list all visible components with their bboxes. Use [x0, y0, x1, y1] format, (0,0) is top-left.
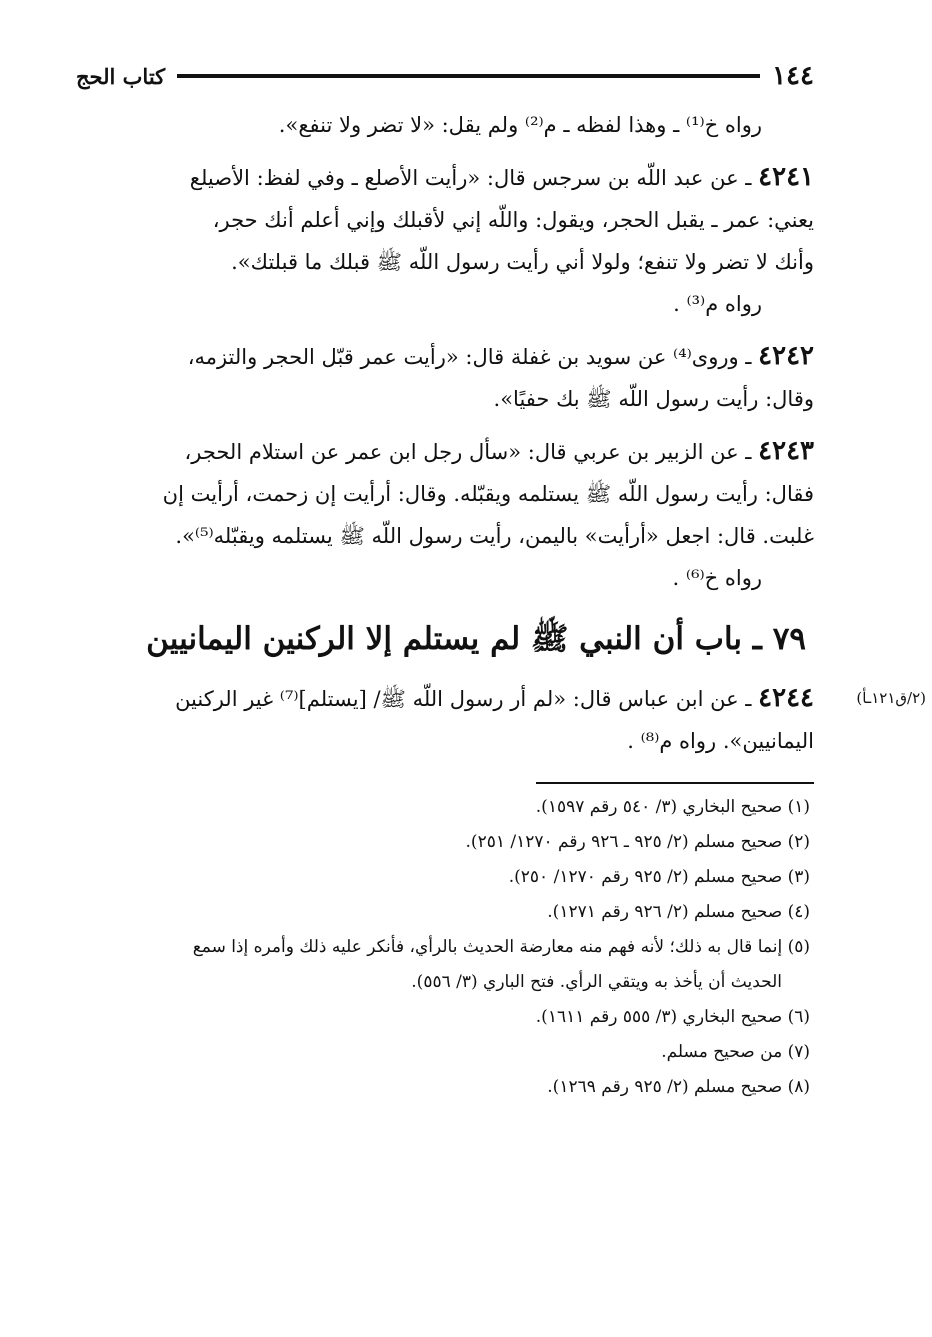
hadith-number: ٤٢٤١	[758, 162, 814, 192]
hadith-4242	[76, 335, 814, 420]
text-line: اليمانيين». رواه م⁽⁸⁾ .	[627, 729, 814, 753]
footnote-continuation: الحديث أن يأخذ به ويتقي الرأي. فتح الباري (٣/ ٥٥٦).	[411, 972, 782, 992]
hadith-text: ـ عن الزبير بن عربي قال: «سأل رجل ابن عمر عن استلام الحجر،	[184, 440, 759, 464]
footnote: (١) صحيح البخاري (٣/ ٥٤٠ رقم ١٥٩٧).	[535, 797, 810, 817]
footnote: (٥) إنما قال به ذلك؛ لأنه فهم منه معارضة الحديث بالرأي، فأنكر عليه ذلك وأمره إذا سمع	[192, 937, 810, 957]
main-text	[76, 104, 926, 762]
hadith-number: ٤٢٤٤	[758, 683, 814, 713]
text-line: وأنك لا تضر ولا تنفع؛ ولولا أني رأيت رسول اللّه ﷺ قبلك ما قبلتك».	[231, 250, 814, 274]
hadith-number: ٤٢٤٢	[758, 341, 814, 371]
text-line: رواه خ⁽¹⁾ ـ وهذا لفظه ـ م⁽²⁾ ولم يقل: «لا تضر ولا تنفع».	[278, 113, 762, 137]
footnote-separator	[536, 782, 814, 784]
text-line: وقال: رأيت رسول اللّه ﷺ بك حفيًا».	[493, 387, 814, 411]
page-header	[76, 56, 814, 96]
footnote: (٢) صحيح مسلم (٢/ ٩٢٥ ـ ٩٢٦ رقم ١٢٧٠/ ٢٥١).	[465, 832, 810, 852]
text-line: يعني: عمر ـ يقبل الحجر، ويقول: واللّه إني لأقبلك وإني أعلم أنك حجر،	[212, 208, 814, 232]
riwayah-line: رواه خ⁽⁶⁾ .	[672, 566, 762, 590]
riwayah-line: رواه م⁽³⁾ .	[673, 292, 762, 316]
hadith-text: ـ عن عبد اللّه بن سرجس قال: «رأيت الأصلع ـ وفي لفظ: الأصيلع	[189, 166, 759, 190]
footnote: (٤) صحيح مسلم (٢/ ٩٢٦ رقم ١٢٧١).	[547, 902, 810, 922]
footnote: (٦) صحيح البخاري (٣/ ٥٥٥ رقم ١٦١١).	[535, 1007, 810, 1027]
footnotes	[76, 790, 814, 1105]
footnote: (٣) صحيح مسلم (٢/ ٩٢٥ رقم ١٢٧٠/ ٢٥٠).	[508, 867, 810, 887]
hadith-text: ـ وروى⁽⁴⁾ عن سويد بن غفلة قال: «رأيت عمر قبّل الحجر والتزمه،	[187, 345, 759, 369]
text-line: غلبت. قال: اجعل «أرأيت» باليمن، رأيت رسول اللّه ﷺ يستلمه ويقبّله⁽⁵⁾».	[175, 524, 814, 548]
manuscript-margin-ref: (٢/ق١٢١ـأ)	[856, 689, 926, 707]
text-line	[76, 430, 814, 473]
text-line	[76, 335, 814, 378]
header-rule	[177, 74, 760, 78]
text-line	[76, 156, 814, 199]
hadith-4243	[76, 430, 814, 599]
book-title: كتاب الحج	[76, 63, 166, 89]
hadith-4244	[76, 677, 926, 762]
footnote: (٨) صحيح مسلم (٢/ ٩٢٥ رقم ١٢٦٩).	[547, 1077, 810, 1097]
page-number: ١٤٤	[772, 61, 814, 91]
text-line: فقال: رأيت رسول اللّه ﷺ يستلمه ويقبّله. وقال: أرأيت إن زحمت، أرأيت إن	[162, 482, 814, 506]
hadith-4241	[76, 156, 814, 325]
hadith-text: ـ عن ابن عباس قال: «لم أر رسول اللّه ﷺ/ [يستلم]⁽⁷⁾ غير الركنين	[175, 687, 759, 711]
text-line	[76, 677, 814, 720]
footnote: (٧) من صحيح مسلم.	[661, 1042, 810, 1062]
chapter-heading: ٧٩ ـ باب أن النبي ﷺ لم يستلم إلا الركنين اليمانيين	[146, 621, 806, 657]
hadith-number: ٤٢٤٣	[758, 436, 814, 466]
